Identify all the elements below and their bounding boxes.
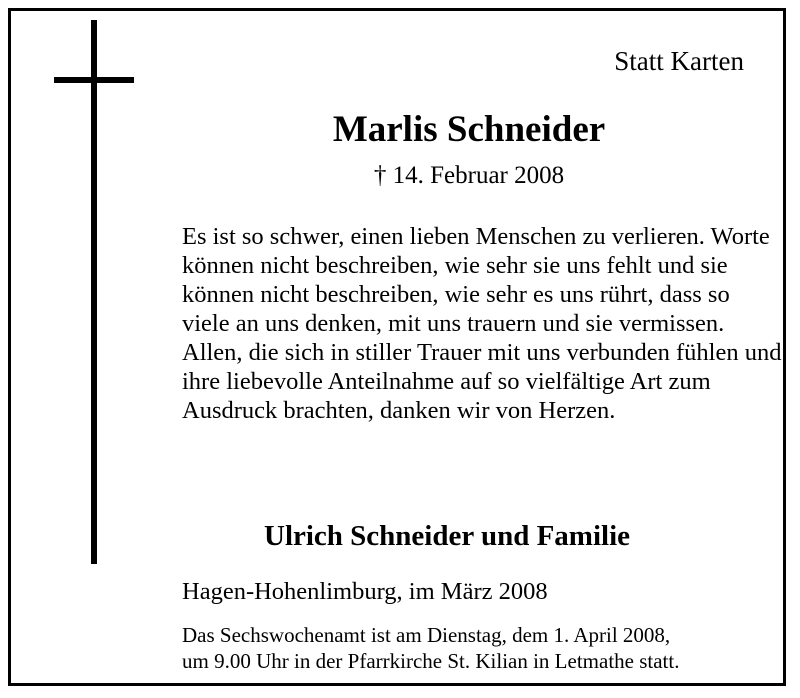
mass-info-line-2: um 9.00 Uhr in der Pfarrkirche St. Kilian in Letmathe statt. bbox=[182, 649, 680, 673]
signer: Ulrich Schneider und Familie bbox=[264, 520, 631, 552]
death-date: † 14. Februar 2008 bbox=[373, 162, 565, 189]
body-paragraph-2: Allen, die sich in stiller Trauer mit uns verbunden fühlen und ihre liebevolle Anteilnahme auf so vielfältige Art zum Ausdruck brachten, danken wir von Herzen. bbox=[182, 339, 782, 424]
cross-icon bbox=[91, 20, 97, 564]
deceased-name: Marlis Schneider bbox=[332, 109, 606, 150]
mass-info bbox=[182, 622, 679, 674]
body-paragraph-1: Es ist so schwer, einen lieben Menschen zu verlieren. Worte können nicht beschreiben, wie sehr sie uns fehlt und sie können nicht beschreiben, wie sehr es uns rührt, dass so viele an uns denken, mit uns trauern und sie vermissen. bbox=[182, 223, 770, 337]
place-date: Hagen-Hohenlimburg, im März 2008 bbox=[182, 578, 548, 605]
body-text bbox=[182, 222, 782, 425]
mass-info-line-1: Das Sechswochenamt ist am Dienstag, dem 1. April 2008, bbox=[182, 623, 671, 647]
header-note: Statt Karten bbox=[614, 46, 744, 76]
cross-icon-crossbar bbox=[54, 77, 134, 83]
